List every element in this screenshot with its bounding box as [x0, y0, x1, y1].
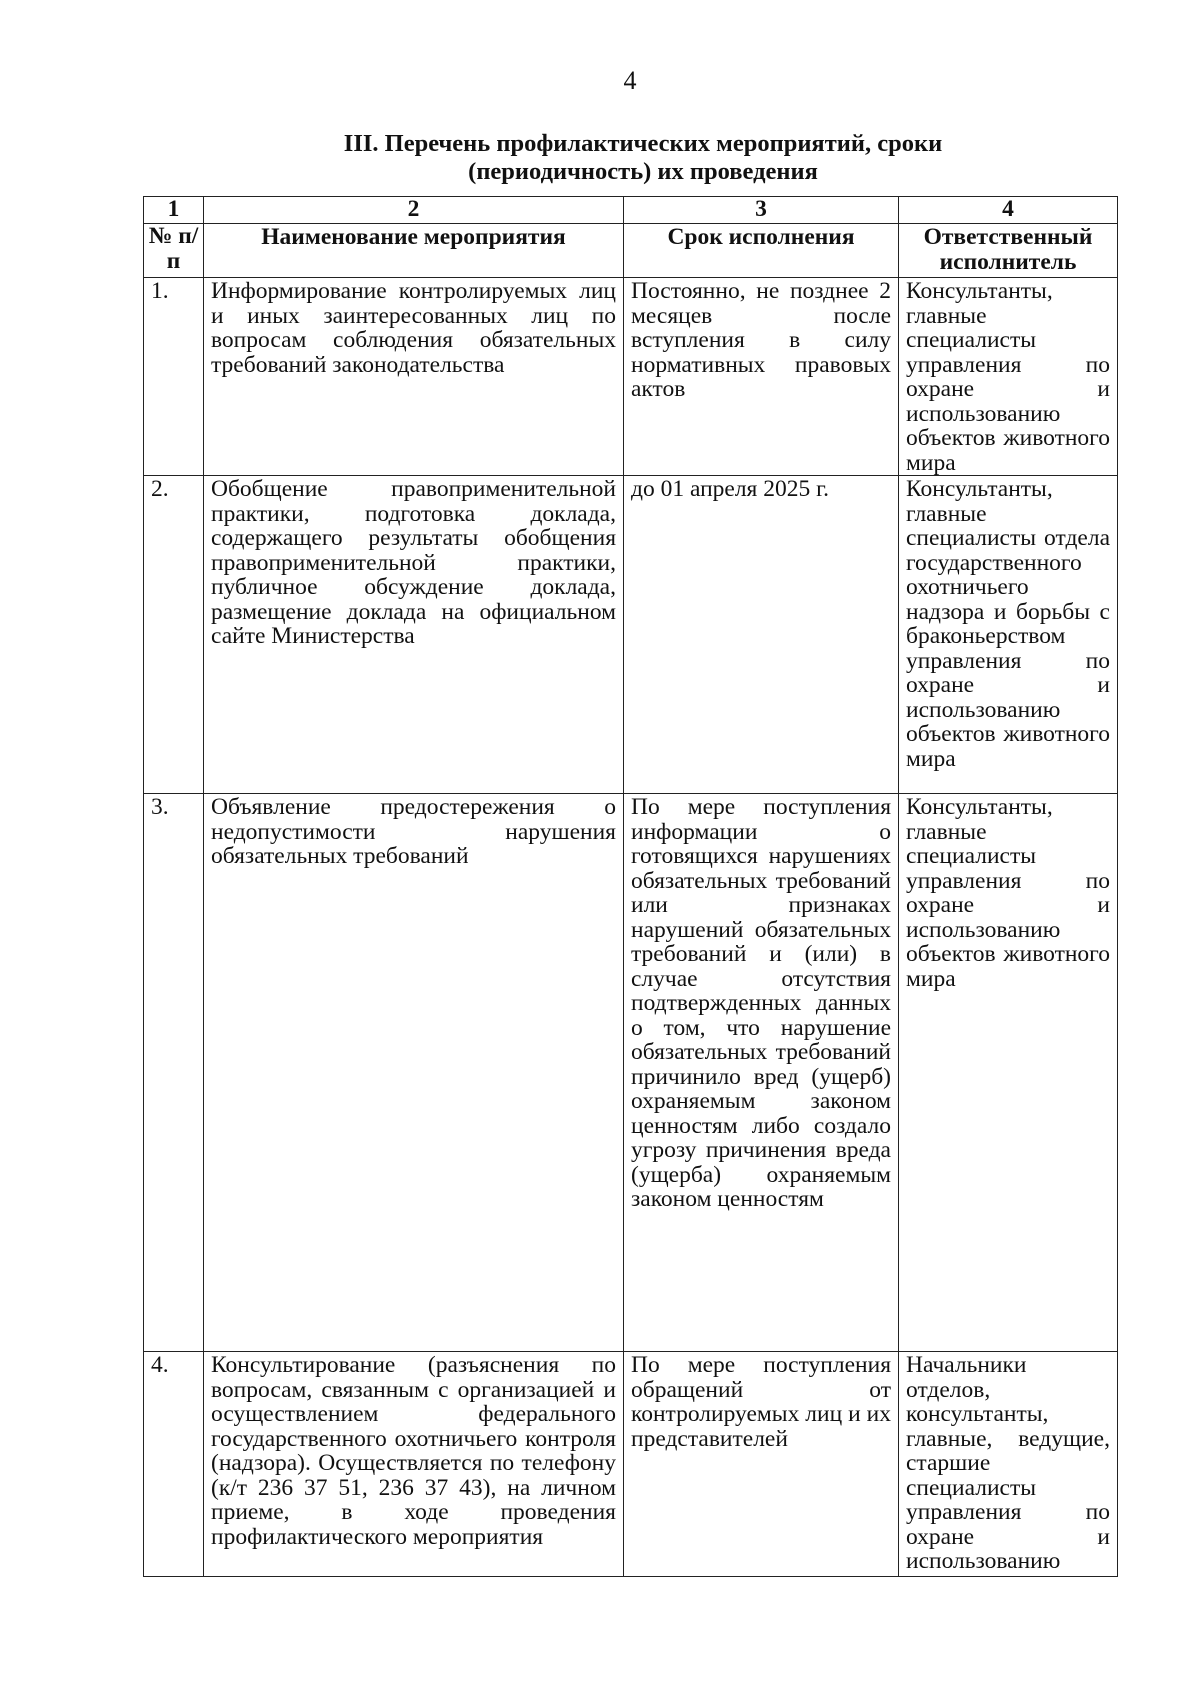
header-num: № п/п: [144, 224, 204, 278]
row-number: 3.: [144, 794, 204, 1352]
event-name: [204, 794, 624, 1352]
event-deadline: [624, 476, 899, 794]
event-name: [204, 476, 624, 794]
event-name: [204, 1352, 624, 1577]
table-row: [144, 1352, 1118, 1577]
event-responsible-text: Начальники отделов, консультанты, главные, ведущие, старшие специалисты управления по охране и использованию: [906, 1352, 1110, 1574]
event-deadline-text: до 01 апреля 2025 г.: [631, 476, 829, 502]
event-responsible: [899, 1352, 1118, 1577]
table-row: [144, 278, 1118, 476]
event-responsible: [899, 278, 1118, 476]
table-row: [144, 476, 1118, 794]
header-name: Наименование мероприятия: [204, 224, 624, 278]
event-responsible: [899, 794, 1118, 1352]
event-deadline: [624, 794, 899, 1352]
page-number: 4: [623, 66, 637, 95]
events-table: [143, 196, 1118, 1577]
event-name-text: Обобщение правоприменительной практики, подготовка доклада, содержащего результаты обобщения правоприменительной практики, публичное обсуждение доклада, размещение доклада на официальном сайте Министерства: [211, 476, 616, 649]
column-number: 3: [624, 197, 899, 224]
event-responsible-text: Консультанты, главные специалисты управления по охране и использованию объектов животного мира: [906, 794, 1110, 992]
header-responsible: Ответственный исполнитель: [899, 224, 1118, 278]
event-deadline: [624, 1352, 899, 1577]
event-responsible-text: Консультанты, главные специалисты отдела государственного охотничьего надзора и борьбы с браконьерством управления по охране и использованию объектов животного мира: [906, 476, 1110, 772]
row-number: 2.: [144, 476, 204, 794]
event-name: [204, 278, 624, 476]
event-responsible-text: Консультанты, главные специалисты управления по охране и использованию объектов животного мира: [906, 278, 1110, 476]
event-deadline: [624, 278, 899, 476]
column-number: 4: [899, 197, 1118, 224]
section-title: [143, 130, 1143, 186]
event-deadline-text: По мере поступления информации о готовящихся нарушениях обязательных требований или признаках нарушений обязательных требований и (или) в случае отсутствия подтвержденных данных о том, что нарушение обязательных требований причинило вред (ущерб) охраняемым законом ценностям либо создало угрозу причинения вреда (ущерба) охраняемым законом ценностям: [631, 794, 891, 1212]
header-row: [144, 224, 1118, 278]
event-deadline-text: По мере поступления обращений от контролируемых лиц и их представителей: [631, 1352, 891, 1452]
event-name-text: Информирование контролируемых лиц и иных заинтересованных лиц по вопросам соблюдения обязательных требований законодательства: [211, 278, 616, 378]
row-number: 1.: [144, 278, 204, 476]
event-name-text: Объявление предостережения о недопустимости нарушения обязательных требований: [211, 794, 616, 869]
header-deadline: Срок исполнения: [624, 224, 899, 278]
event-responsible: [899, 476, 1118, 794]
column-number-row: [144, 197, 1118, 224]
section-title-line-2: (периодичность) их проведения: [468, 158, 818, 185]
event-name-text: Консультирование (разъяснения по вопросам, связанным с организацией и осуществлением федерального государственного охотничьего контроля (надзора). Осуществляется по телефону (к/т 236 37 51, 236 37 43), на личном приеме, в ходе проведения профилактического мероприятия: [211, 1352, 616, 1550]
event-deadline-text: Постоянно, не позднее 2 месяцев после вступления в силу нормативных правовых актов: [631, 278, 891, 402]
table-row: [144, 794, 1118, 1352]
section-title-line-1: III. Перечень профилактических мероприятий, сроки: [343, 130, 943, 157]
column-number: 2: [204, 197, 624, 224]
column-number: 1: [144, 197, 204, 224]
row-number: 4.: [144, 1352, 204, 1577]
